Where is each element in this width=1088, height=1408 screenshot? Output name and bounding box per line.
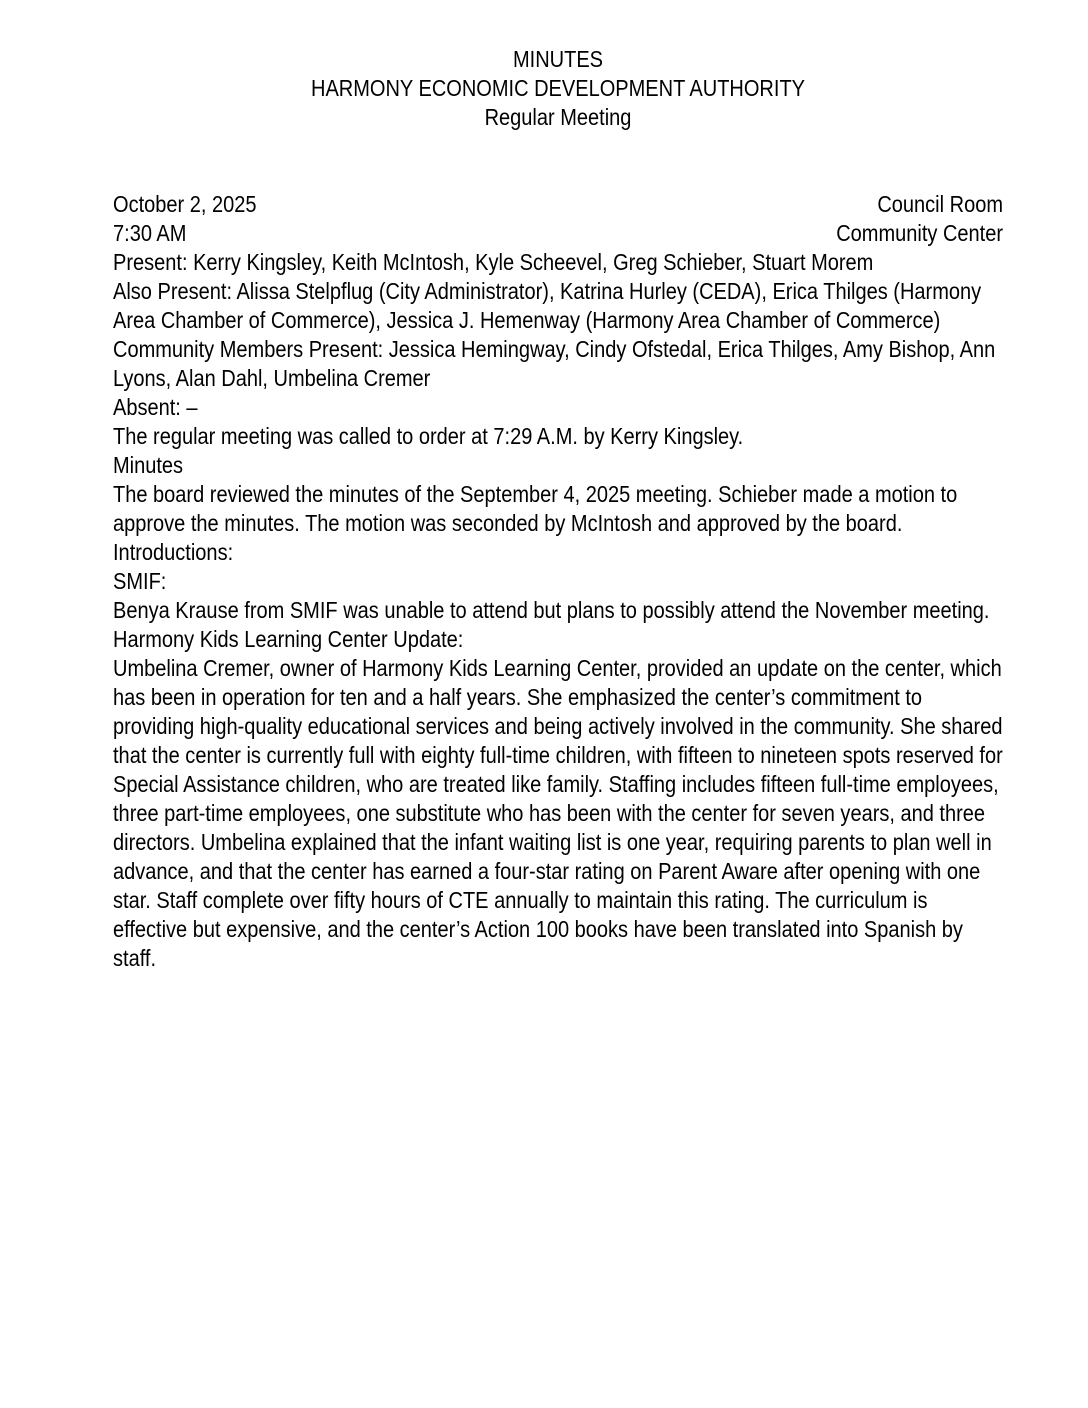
community-members-line: Community Members Present: Jessica Hemingway, Cindy Ofstedal, Erica Thilges, Amy Bishop, Ann Lyons, Alan Dahl, Umbelina Cremer [113,336,996,391]
document-content [113,45,1003,973]
call-to-order-line: The regular meeting was called to order at 7:29 A.M. by Kerry Kingsley. [113,423,744,449]
absent-line: Absent: – [113,394,198,420]
minutes-heading: Minutes [113,452,184,478]
section-smif [113,567,1003,625]
harmony-kids-body: Umbelina Cremer, owner of Harmony Kids Learning Center, provided an update on the center, which has been in operation for ten and a half years. She emphasized the center’s commitment to providing high-quality educational services and being actively involved in the community. She shared that the center is currently full with eighty full-time children, with fifteen to nineteen spots reserved for Special Assistance children, who are treated like family. Staffing includes fifteen full-time employees, three part-time employees, one substitute who has been with the center for seven years, and three directors. Umbelina explained that the infant waiting list is one year, requiring parents to plan well in advance, and that the center has earned a four-star rating on Parent Aware after opening with one star. Staff complete over fifty hours of CTE annually to maintain this rating. The curriculum is effective but expensive, and the center’s Action 100 books have been translated into Spanish by staff. [113,655,1003,971]
smif-body: Benya Krause from SMIF was unable to attend but plans to possibly attend the November meeting. [113,597,990,623]
meeting-room: Council Room [877,191,1004,217]
harmony-kids-heading: Harmony Kids Learning Center Update: [113,626,464,652]
section-minutes [113,451,1003,538]
meeting-info-row-1 [113,190,1003,219]
smif-heading: SMIF: [113,568,167,594]
meeting-time: 7:30 AM [113,220,187,246]
minutes-body: The board reviewed the minutes of the September 4, 2025 meeting. Schieber made a motion to approve the minutes. The motion was seconded by McIntosh and approved by the board. [113,481,958,536]
present-line: Present: Kerry Kingsley, Keith McIntosh, Kyle Scheevel, Greg Schieber, Stuart Morem [113,249,874,275]
meeting-date: October 2, 2025 [113,191,257,217]
document-header [113,45,1003,132]
meeting-info-block [113,190,1003,248]
doc-meeting-type: Regular Meeting [484,104,632,130]
also-present-line: Also Present: Alissa Stelpflug (City Administrator), Katrina Hurley (CEDA), Erica Thilges (Harmony Area Chamber of Commerce), Jessica J. Hemenway (Harmony Area Chamber of Commerce) [113,278,982,333]
introductions-heading: Introductions: [113,539,234,565]
doc-title: MINUTES [512,46,604,72]
doc-organization: HARMONY ECONOMIC DEVELOPMENT AUTHORITY [310,75,806,101]
meeting-info-row-2 [113,219,1003,248]
meeting-building: Community Center [836,220,1004,246]
section-harmony-kids [113,625,1003,973]
